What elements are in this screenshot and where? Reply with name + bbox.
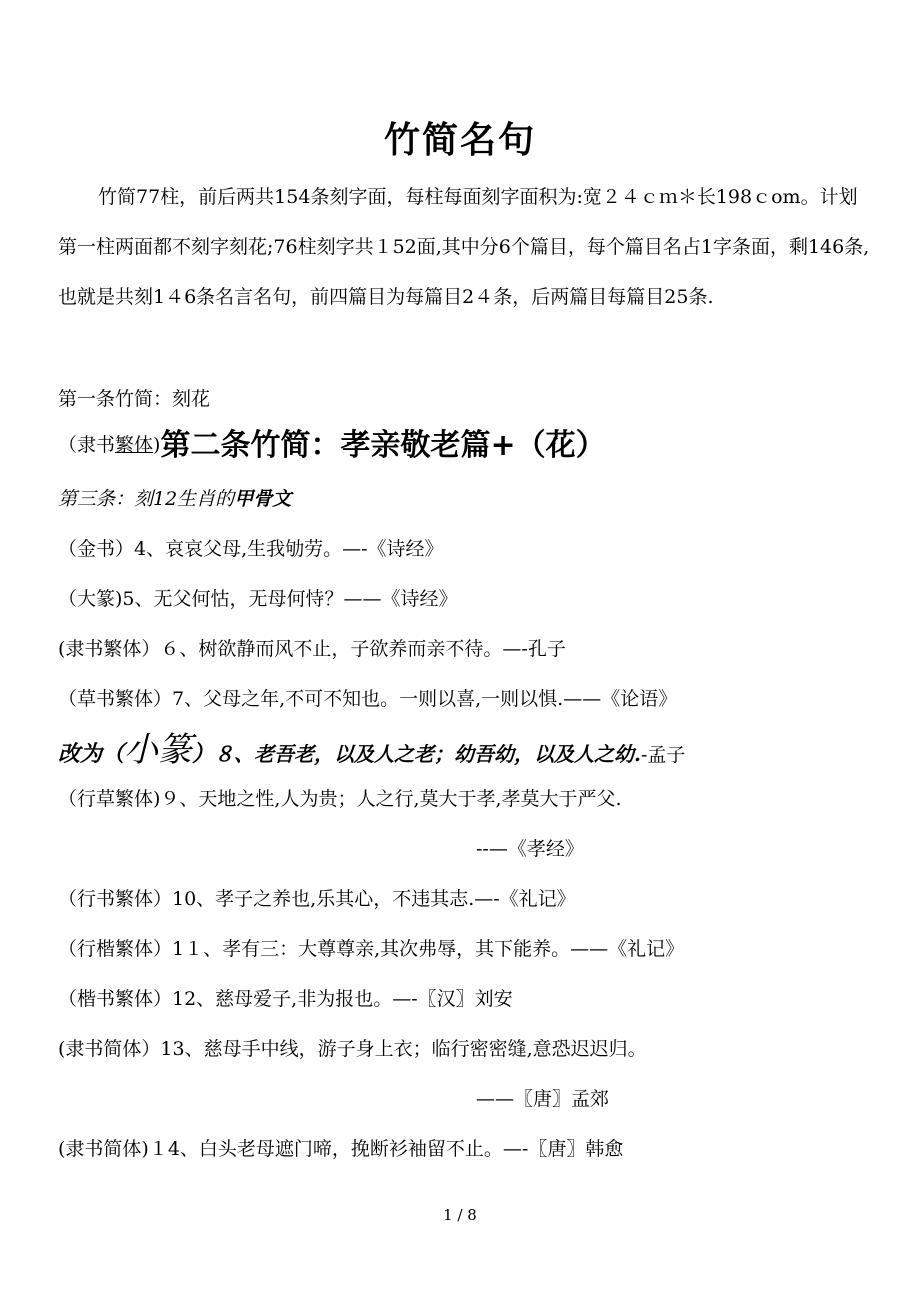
line-4: （金书）4、哀哀父母,生我劬劳。—-《诗经》 bbox=[58, 538, 444, 560]
line-5: （大篆)5、无父何怙，无母何恃？——《诗经》 bbox=[58, 588, 458, 610]
line-12: （楷书繁体）12、慈母爱子,非为报也。—-〖汉〗刘安 bbox=[58, 988, 513, 1010]
line-2-underlined: 繁体 bbox=[115, 434, 154, 456]
line-9-source: --—《孝经》 bbox=[476, 838, 584, 860]
line-13: (隶书简体）13、慈母手中线，游子身上衣；临行密密缝,意恐迟迟归。 bbox=[58, 1038, 647, 1060]
line-3 bbox=[58, 484, 291, 511]
line-13-source: ——〖唐〗孟郊 bbox=[476, 1088, 610, 1110]
line-8-source: -孟子 bbox=[641, 744, 686, 766]
line-8-close: ） bbox=[192, 741, 215, 767]
line-7: （草书繁体）7、父母之年,不可不知也。一则以喜,一则以惧.——《论语》 bbox=[58, 688, 678, 710]
line-2-paren: ) bbox=[153, 434, 161, 456]
line-2-prefix: （隶书 bbox=[58, 434, 116, 456]
line-8-xiaozhuan: 小篆 bbox=[124, 730, 193, 770]
line-11: （行楷繁体）1１、孝有三：大尊尊亲,其次弗辱，其下能养。——《礼记》 bbox=[58, 938, 685, 960]
line-6: (隶书繁体）６、树欲静而风不止，子欲养而亲不待。—-孔子 bbox=[58, 638, 566, 660]
line-8 bbox=[58, 722, 685, 771]
line-9: （行草繁体)９、天地之性,人为贵；人之行,莫大于孝,孝莫大于严父. bbox=[58, 788, 622, 810]
line-2-heading: 第二条竹简：孝亲敬老篇+（花） bbox=[160, 428, 606, 463]
line-3-text: 第三条：刻12生肖的 bbox=[58, 488, 235, 510]
line-14: (隶书简体)１4、白头老母遮门啼，挽断衫袖留不止。—-〖唐〗韩愈 bbox=[58, 1138, 624, 1160]
page-title: 竹简名句 bbox=[383, 120, 536, 161]
line-8-prefix: 改为（ bbox=[58, 741, 125, 767]
page-number: 1 / 8 bbox=[443, 1206, 477, 1224]
line-2 bbox=[58, 420, 606, 464]
line-1: 第一条竹简：刻花 bbox=[58, 388, 211, 410]
line-8-quote: ８、老吾老，以及人之老；幼吾幼，以及人之幼. bbox=[214, 742, 641, 766]
line-10: （行书繁体）10、孝子之养也,乐其心，不违其志.—-《礼记》 bbox=[58, 888, 576, 910]
line-3-bold: 甲骨文 bbox=[234, 488, 292, 510]
intro-paragraph: 竹简77柱，前后两共154条刻字面，每柱每面刻字面积为:宽２４ｃｍ＊长198ｃom。计划第一柱两面都不刻字刻花;76柱刻字共１52面,其中分6个篇目，每个篇目名占1字条面，剩146条,也就是共刻1４6条名言名句，前四篇目为每篇目2４条，后两篇目每篇目25条. bbox=[58, 186, 870, 308]
